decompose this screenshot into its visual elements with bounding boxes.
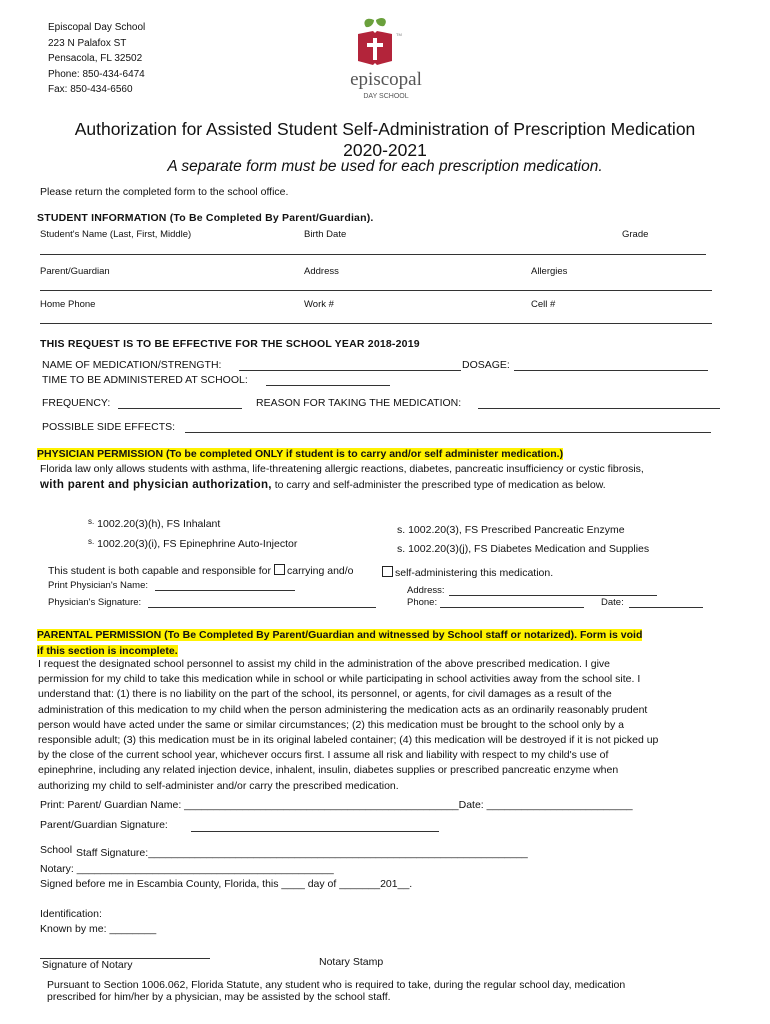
parent-name-field[interactable]: _______________________________________________ — [184, 799, 459, 811]
school-word: School — [40, 844, 73, 856]
parent-signature-label: Parent/Guardian Signature: — [40, 819, 168, 831]
frequency-field[interactable] — [118, 408, 242, 409]
parent-date-label: Date: — [458, 799, 487, 811]
physician-print-name-field[interactable] — [155, 590, 295, 591]
physician-heading: PHYSICIAN PERMISSION (To be completed ONLY if student is to carry and/or self administer medication.) — [37, 448, 564, 460]
physician-address-field[interactable] — [449, 595, 657, 596]
reason-field[interactable] — [478, 408, 720, 409]
authorization-bold: with parent and physician authorization, — [40, 479, 272, 491]
footer-line-1: Pursuant to Section 1006.062, Florida Statute, any student who is required to take, during the regular school day, medication — [47, 979, 626, 991]
statute-epinephrine — [88, 537, 297, 550]
logo-trademark: TM — [396, 32, 402, 37]
statute-prefix: s. — [88, 537, 95, 546]
identification-label: Identification: — [40, 908, 102, 920]
grade-label: Grade — [622, 229, 649, 240]
student-row2-line[interactable] — [40, 290, 712, 291]
physician-print-name-label: Print Physician's Name: — [48, 580, 149, 591]
cell-phone-label: Cell # — [531, 299, 556, 310]
medication-label: NAME OF MEDICATION/STRENGTH: — [42, 359, 222, 371]
frequency-label: FREQUENCY: — [42, 397, 111, 409]
footer-line-2: prescribed for him/her by a physician, may be assisted by the school staff. — [47, 991, 391, 1003]
statute-inhalant — [88, 517, 220, 530]
school-street: 223 N Palafox ST — [48, 37, 127, 49]
student-section-heading: STUDENT INFORMATION (To Be Completed By Parent/Guardian). — [37, 212, 374, 224]
work-phone-label: Work # — [304, 299, 334, 310]
school-logo — [336, 14, 440, 109]
time-field[interactable] — [266, 385, 390, 386]
logo-subtext: DAY SCHOOL — [363, 93, 409, 100]
statute-prefix: s. — [88, 517, 95, 526]
parent-name-line — [40, 799, 633, 811]
authorization-rest: to carry and self-administer the prescribed type of medication as below. — [271, 479, 606, 491]
student-row3-line[interactable] — [40, 323, 712, 324]
parent-date-field[interactable]: _________________________ — [486, 799, 633, 811]
side-effects-label: POSSIBLE SIDE EFFECTS: — [42, 421, 176, 433]
paragraph-line: I request the designated school personnel to assist my child in the administration of the above prescribed medication. I give — [38, 658, 610, 670]
school-address-block — [48, 20, 145, 98]
staff-signature-label: Staff Signature: — [76, 847, 149, 859]
notary-line — [40, 863, 334, 875]
paragraph-line: responsible adult; (3) this medication must be in its original labeled container; (4) this medication will be destroyed if it is not picked up — [38, 734, 659, 747]
physician-phone-label: Phone: — [407, 597, 438, 608]
paragraph-line: person would have acted under the same or similar circumstances; (2) this medication must be brought to the school only by a — [38, 718, 624, 731]
form-subtitle: A separate form must be used for each prescription medication. — [167, 158, 603, 175]
physician-date-field[interactable] — [629, 607, 703, 608]
request-heading: THIS REQUEST IS TO BE EFFECTIVE FOR THE SCHOOL YEAR 2018-2019 — [40, 338, 420, 350]
signed-before-text: Signed before me in Escambia County, Florida, this ____ day of _______201__. — [40, 878, 413, 890]
parental-heading-text-1: PARENTAL PERMISSION (To Be Completed By Parent/Guardian and witnessed by School staff or notarized). Form is void — [37, 629, 643, 641]
paragraph-line: permission for my child to take this medication while in school or while participating in school activities away from the school site. I — [38, 673, 641, 686]
physician-signature-field[interactable] — [148, 607, 376, 608]
statute-epinephrine-text: 1002.20(3)(i), FS Epinephrine Auto-Injector — [97, 538, 298, 550]
staff-signature-line — [76, 847, 528, 859]
title-line-1: Authorization for Assisted Student Self-Administration of Prescription Medication — [74, 119, 696, 139]
form-title — [0, 119, 770, 161]
statute-diabetes: s. 1002.20(3)(j), FS Diabetes Medication and Supplies — [397, 543, 650, 555]
statute-inhalant-text: 1002.20(3)(h), FS Inhalant — [97, 518, 221, 530]
authorization-line — [40, 479, 606, 491]
signature-of-notary-label: Signature of Notary — [42, 959, 133, 971]
paragraph-line: by the close of the current school year, whichever occurs first. I assume all risk and liability with respect to my child's use of — [38, 749, 609, 762]
return-note: Please return the completed form to the school office. — [40, 186, 289, 198]
dosage-field[interactable] — [514, 370, 708, 371]
parent-name-label: Print: Parent/ Guardian Name: — [40, 799, 185, 811]
school-phone: Phone: 850-434-6474 — [48, 68, 145, 80]
parental-paragraph — [38, 657, 724, 794]
carrying-label: carrying and/o — [286, 565, 354, 577]
logo-wordmark: episcopal — [350, 69, 422, 90]
school-fax: Fax: 850-434-6560 — [48, 84, 133, 95]
known-by-label: Known by me: ________ — [40, 923, 157, 935]
student-row1-line[interactable] — [40, 254, 706, 255]
home-phone-label: Home Phone — [40, 299, 96, 310]
capable-line — [48, 564, 354, 577]
physician-date-label: Date: — [601, 597, 624, 608]
physician-phone-field[interactable] — [440, 607, 584, 608]
medication-field[interactable] — [239, 370, 461, 371]
capable-text: This student is both capable and responsible for — [48, 565, 271, 577]
time-label: TIME TO BE ADMINISTERED AT SCHOOL: — [42, 374, 248, 386]
notary-stamp-label: Notary Stamp — [319, 956, 384, 968]
notary-label: Notary: — [40, 863, 77, 875]
parent-signature-field[interactable] — [191, 831, 439, 832]
side-effects-field[interactable] — [185, 432, 711, 433]
parental-heading-text-2: if this section is incomplete. — [37, 645, 178, 657]
birth-date-label: Birth Date — [304, 229, 347, 240]
student-name-label: Student's Name (Last, First, Middle) — [40, 229, 192, 240]
paragraph-line: understand that: (1) there is no liability on the part of the school, its personnel, or agents, for civil damages as a result of the — [38, 688, 612, 701]
dosage-label: DOSAGE: — [462, 359, 510, 371]
allergies-label: Allergies — [531, 266, 568, 277]
self-admin-line — [382, 566, 553, 579]
self-admin-label: self-administering this medication. — [395, 567, 554, 579]
reason-label: REASON FOR TAKING THE MEDICATION: — [256, 397, 462, 409]
paragraph-line: administration of this medication to my child when the person administering the medication acts as an ordinarily reasonably prudent — [38, 703, 648, 716]
carrying-checkbox[interactable] — [274, 564, 285, 575]
staff-signature-field[interactable]: _________________________________________________________________ — [148, 847, 528, 859]
school-name: Episcopal Day School — [48, 22, 146, 33]
self-admin-checkbox[interactable] — [382, 566, 393, 577]
address-label: Address — [304, 266, 339, 277]
physician-signature-label: Physician's Signature: — [48, 597, 142, 608]
paragraph-line: epinephrine, including any related injection device, inhalent, insulin, diabetes supplies or prescribed pancreatic enzyme when — [38, 764, 619, 777]
notary-field[interactable]: ____________________________________________ — [76, 863, 334, 875]
title-line-2: 2020-2021 — [343, 140, 427, 160]
parent-guardian-label: Parent/Guardian — [40, 266, 110, 277]
florida-law-text: Florida law only allows students with asthma, life-threatening allergic reactions, diabetes, pancreatic insufficiency or cystic fibrosis, — [40, 463, 644, 475]
school-city: Pensacola, FL 32502 — [48, 53, 143, 64]
paragraph-line: authorizing my child to self-administer and/or carry the prescribed medication. — [38, 779, 399, 792]
physician-heading-box — [37, 444, 563, 462]
statute-pancreatic: s. 1002.20(3), FS Prescribed Pancreatic Enzyme — [397, 524, 625, 536]
apple-cross-icon — [336, 14, 440, 104]
physician-address-label: Address: — [407, 585, 445, 596]
